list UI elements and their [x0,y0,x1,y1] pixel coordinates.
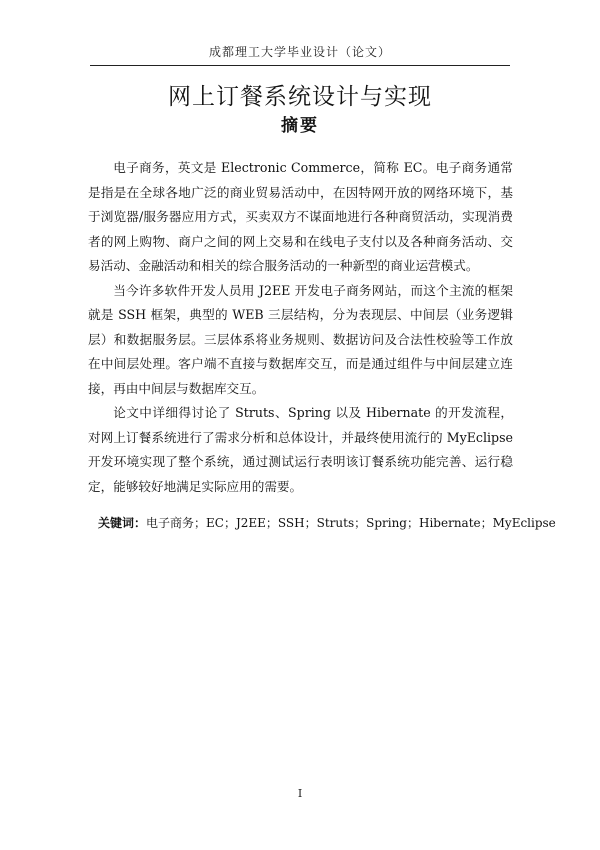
document-title: 网上订餐系统设计与实现 [168,84,432,110]
running-header: 成都理工大学毕业设计（论文） [208,45,391,59]
abstract-heading: 摘要 [281,116,319,136]
header-rule [90,65,510,66]
abstract-paragraph-1: 电子商务，英文是 Electronic Commerce，简称 EC。电子商务通常是指是在全球各地广泛的商业贸易活动中，在因特网开放的网络环境下，基于浏览器/服务器应用方式，买卖双方不谋面地进行各种商贸活动，实现消费者的网上购物、商户之间的网上交易和在线电子支付以及各种商务活动、交易活动、金融活动和相关的综合服务活动的一种新型的商业运营模式。 [88,160,513,273]
keywords-label: 关键词： [98,516,147,530]
page-number: I [297,787,303,800]
keywords-value: 电子商务；EC；J2EE；SSH；Struts；Spring；Hibernate；MyEclipse [146,516,556,530]
abstract-paragraph-3: 论文中详细得讨论了 Struts、Spring 以及 Hibernate 的开发流程，对网上订餐系统进行了需求分析和总体设计，并最终使用流行的 MyEclipse 开发环境实现了整个系统，通过测试运行表明该订餐系统功能完善、运行稳定，能够较好地满足实际应用的需要。 [88,405,513,494]
abstract-body [88,156,513,499]
abstract-paragraph-2: 当今许多软件开发人员用 J2EE 开发电子商务网站，而这个主流的框架就是 SSH 框架，典型的 WEB 三层结构，分为表现层、中间层（业务逻辑层）和数据服务层。三层体系将业务规则、数据访问及合法性校验等工作放在中间层处理。客户端不直接与数据库交互，而是通过组件与中间层建立连接，再由中间层与数据库交互。 [88,282,513,396]
keywords-line [98,513,556,533]
